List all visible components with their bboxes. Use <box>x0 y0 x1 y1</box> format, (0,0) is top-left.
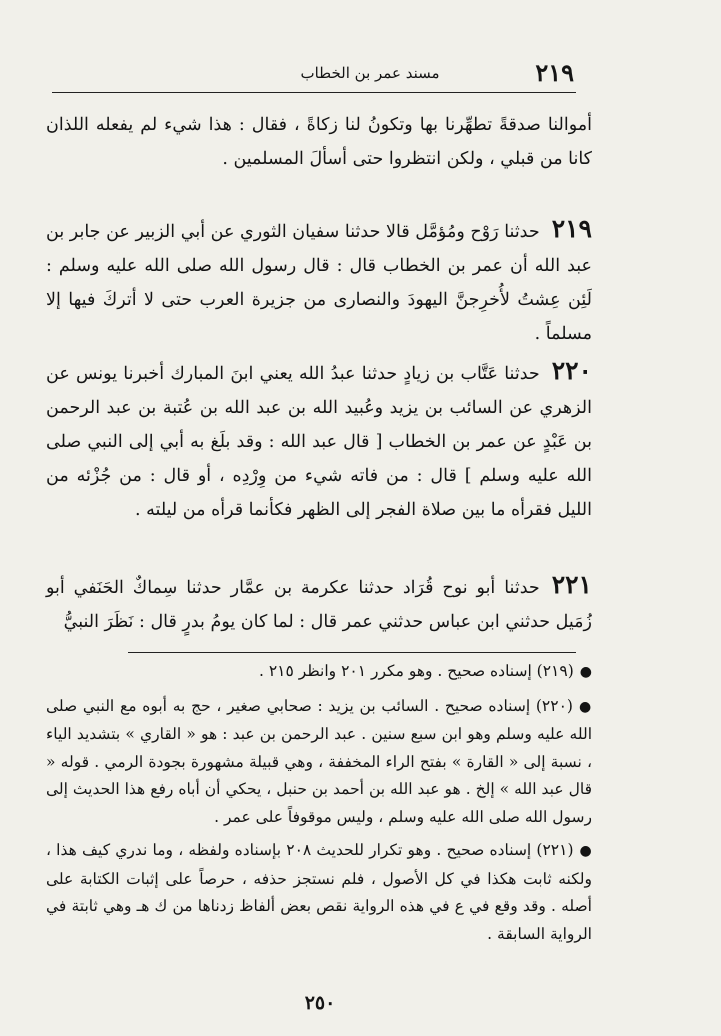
footnote-221 <box>46 837 592 948</box>
hadith-number-220: ٢٢٠ <box>551 356 592 385</box>
hadith-range-number: ٢١٩ <box>535 58 574 87</box>
header-rule <box>52 92 576 93</box>
footnotes <box>46 658 592 954</box>
hadith-text-220: حدثنا عَتَّاب بن زيادٍ حدثنا عبدُ الله يعني ابنَ المبارك أخبرنا يونس عن الزهري عن السائب بن يزيد وعُبيد الله بن عبد الله بن عُتبة بن عبد الرحمن بن عَبْدٍ عن عمر بن الخطاب [ قال عبد الله : وقد بلَغ به أبي إلى النبي صلى الله عليه وسلم ] قال : من فاته شيء من وِرْدِه ، أو قال : من جُزْئه من الليل فقرأه ما بين صلاة الفجر إلى الظهر فكأنما قرأه من ليلته . <box>46 364 592 520</box>
hadith-text-219: حدثنا رَوْح ومُؤمَّل قالا حدثنا سفيان الثوري عن أبي الزبير عن جابر بن عبد الله أن عمر بن الخطاب قال : قال رسول الله صلى الله عليه وسلم : لَئِن عِشتُ لأُخرِجنَّ اليهودَ والنصارى من جزيرة العرب حتى لا أتركَ فيها إلا مسلماً . <box>46 222 592 344</box>
footnote-bullet: ● <box>579 843 592 859</box>
footnote-bullet: ● <box>579 664 592 680</box>
footnote-bullet: ● <box>578 698 592 715</box>
footnote-219 <box>46 658 592 687</box>
hadith-number-221: ٢٢١ <box>551 570 592 599</box>
page-number: ٢٥٠ <box>304 992 336 1014</box>
hadith-number-219: ٢١٩ <box>551 214 592 243</box>
hadith-219 <box>46 212 592 351</box>
footnote-text: (٢١٩) إسناده صحيح . وهو مكرر ٢٠١ وانظر ٢١٥ . <box>259 662 574 680</box>
footnote-text: (٢٢١) إسناده صحيح . وهو تكرار للحديث ٢٠٨ بإسناده ولفظه ، وما ندري كيف هذا ، ولكنه ثابت هكذا في كل الأصول ، فلم نستجز حذفه ، حرصاً على إثبات الكتابة على أصله . وقد وقع في ع في هذه الرواية نقص بعض ألفاظ زدناها من ك هـ وهي ثابتة في الرواية السابقة . <box>46 841 592 943</box>
footnote-rule <box>128 652 576 653</box>
footnote-220 <box>46 693 592 832</box>
running-head: مسند عمر بن الخطاب <box>300 64 440 82</box>
hadith-text-221: حدثنا أبو نوح قُرَاد حدثنا عكرمة بن عمَّار حدثنا سِماكٌ الحَنَفي أبو زُمَيل حدثني ابن عباس حدثني عمر قال : لما كان يومُ بدرٍ قال : نَظَرَ النبيُّ <box>46 578 592 632</box>
hadith-221 <box>46 568 592 639</box>
opening-paragraph: أموالنا صدقةً تطهِّرنا بها وتكونُ لنا زكاةً ، فقال : هذا شيء لم يفعله اللذان كانا من قبلي ، ولكن انتظروا حتى أسألَ المسلمين . <box>46 115 592 169</box>
footnote-text: (٢٢٠) إسناده صحيح . السائب بن يزيد : صحابي صغير ، حج به أبوه مع النبي صلى الله عليه وسلم وهو ابن سبع سنين . عبد الرحمن بن عبد : هو « القاري » بتشديد الياء ، نسبة إلى « القارة » بفتح الراء المخففة ، وهي قبيلة مشهورة بجودة الرمي . قوله « قال عبد الله » إلخ . هو عبد الله بن أحمد بن حنبل ، يحكي أن أباه رفع هذا الحديث إلى رسول الله صلى الله عليه وسلم ، وليس موقوفاً على عمر . <box>46 696 592 826</box>
hadith-220 <box>46 354 592 527</box>
